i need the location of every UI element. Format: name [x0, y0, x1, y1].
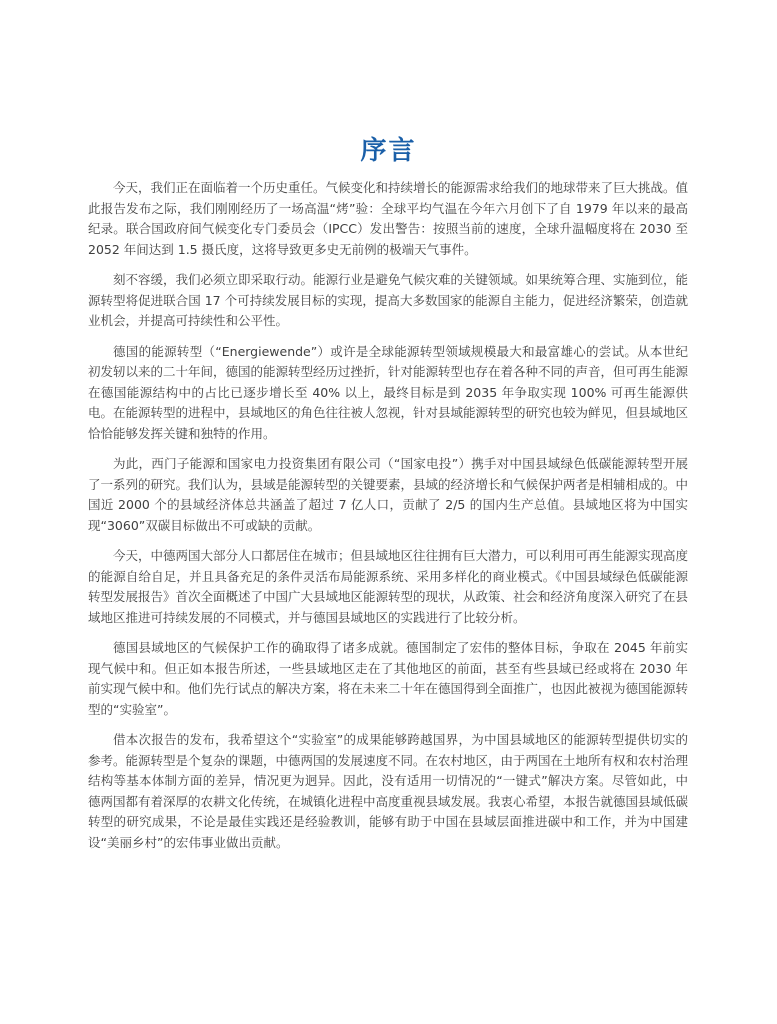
paragraph-2: 刻不容缓，我们必须立即采取行动。能源行业是避免气候灾难的关键领域。如果统筹合理、实施到位，能源转型将促进联合国 17 个可持续发展目标的实现，提高大多数国家的能源自主能力，促进经济繁荣，创造就业机会，并提高可持续性和公平性。 — [88, 272, 689, 328]
preface-body — [88, 178, 688, 863]
paragraph-7: 借本次报告的发布，我希望这个“实验室”的成果能够跨越国界，为中国县域地区的能源转型提供切实的参考。能源转型是个复杂的课题，中德两国的发展速度不同。在农村地区，由于两国在土地所有权和农村治理结构等基本体制方面的差异，情况更为迥异。因此，没有适用一切情况的“一键式”解决方案。尽管如此，中德两国都有着深厚的农耕文化传统，在城镇化进程中高度重视县域发展。我衷心希望，本报告就德国县域低碳转型的研究成果，不论是最佳实践还是经验教训，能够有助于中国在县域层面推进碳中和工作，并为中国建设“美丽乡村”的宏伟事业做出贡献。 — [88, 732, 689, 850]
page-title: 序言 — [360, 136, 417, 166]
paragraph-1: 今天，我们正在面临着一个历史重任。气候变化和持续增长的能源需求给我们的地球带来了巨大挑战。值此报告发布之际，我们刚刚经历了一场高温“烤”验：全球平均气温在今年六月创下了自 1979 年以来的最高纪录。联合国政府间气候变化专门委员会（IPCC）发出警告：按照当前的速度，全球升温幅度将在 2030 至 2052 年间达到 1.5 摄氏度，这将导致更多史无前例的极端天气事件。 — [88, 180, 689, 257]
paragraph-6: 德国县域地区的气候保护工作的确取得了诸多成就。德国制定了宏伟的整体目标，争取在 2045 年前实现气候中和。但正如本报告所述，一些县域地区走在了其他地区的前面，甚至有些县域已经或将在 2030 年前实现气候中和。他们先行试点的解决方案，将在未来二十年在德国得到全面推广，也因此被视为德国能源转型的“实验室”。 — [88, 640, 689, 717]
paragraph-4: 为此，西门子能源和国家电力投资集团有限公司（“国家电投”）携手对中国县域绿色低碳能源转型开展了一系列的研究。我们认为，县域是能源转型的关键要素，县域的经济增长和气候保护两者是相辅相成的。中国近 2000 个的县域经济体总共涵盖了超过 7 亿人口，贡献了 2/5 的国内生产总值。县域地区将为中国实现“3060”双碳目标做出不可或缺的贡献。 — [88, 456, 689, 533]
paragraph-3: 德国的能源转型（“Energiewende”）或许是全球能源转型领域规模最大和最富雄心的尝试。从本世纪初发轫以来的二十年间，德国的能源转型经历过挫折，针对能源转型也存在着各种不同的声音，但可再生能源在德国能源结构中的占比已逐步增长至 40% 以上，最终目标是到 2035 年争取实现 100% 可再生能源供电。在能源转型的进程中，县域地区的角色往往被人忽视，针对县域能源转型的研究也较为鲜见，但县域地区恰恰能够发挥关键和独特的作用。 — [88, 343, 689, 441]
paragraph-5: 今天，中德两国大部分人口都居住在城市；但县域地区往往拥有巨大潜力，可以利用可再生能源实现高度的能源自给自足，并且具备充足的条件灵活布局能源系统、采用多样化的商业模式。《中国县域绿色低碳能源转型发展报告》首次全面概述了中国广大县域地区能源转型的现状，从政策、社会和经济角度深入研究了在县域地区推进可持续发展的不同模式，并与德国县域地区的实践进行了比较分析。 — [88, 548, 689, 625]
